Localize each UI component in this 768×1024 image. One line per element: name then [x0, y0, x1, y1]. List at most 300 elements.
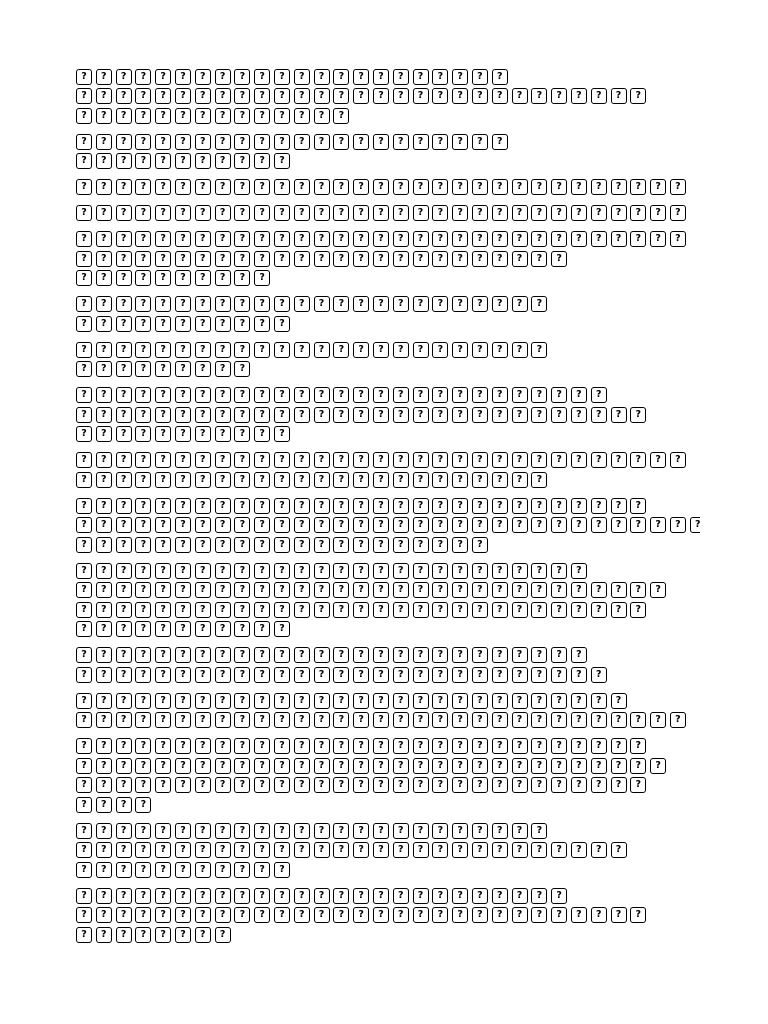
text-line: [76, 425, 700, 445]
missing-glyph-box: ?: [294, 452, 310, 468]
missing-glyph-box: ?: [591, 407, 607, 423]
missing-glyph-box: ?: [571, 602, 587, 618]
missing-glyph-box: ?: [353, 231, 369, 247]
missing-glyph-box: ?: [512, 407, 528, 423]
missing-glyph-box: ?: [512, 517, 528, 533]
missing-glyph-box: ?: [175, 758, 191, 774]
missing-glyph-box: ?: [353, 498, 369, 514]
missing-glyph-box: ?: [650, 712, 666, 728]
missing-glyph-box: ?: [512, 712, 528, 728]
missing-glyph-box: ?: [234, 251, 250, 267]
missing-glyph-box: ?: [96, 797, 112, 813]
missing-glyph-box: ?: [333, 88, 349, 104]
missing-glyph-box: ?: [135, 231, 151, 247]
missing-glyph-box: ?: [195, 361, 211, 377]
missing-glyph-box: ?: [254, 407, 270, 423]
missing-glyph-box: ?: [116, 862, 132, 878]
missing-glyph-box: ?: [175, 498, 191, 514]
missing-glyph-box: ?: [551, 888, 567, 904]
missing-glyph-box: ?: [135, 108, 151, 124]
missing-glyph-box: ?: [413, 842, 429, 858]
missing-glyph-box: ?: [96, 153, 112, 169]
missing-glyph-box: ?: [254, 69, 270, 85]
text-line: [76, 925, 700, 945]
missing-glyph-box: ?: [155, 712, 171, 728]
missing-glyph-box: ?: [314, 537, 330, 553]
missing-glyph-box: ?: [393, 472, 409, 488]
missing-glyph-box: ?: [155, 205, 171, 221]
missing-glyph-box: ?: [393, 179, 409, 195]
missing-glyph-box: ?: [373, 387, 389, 403]
missing-glyph-box: ?: [492, 452, 508, 468]
missing-glyph-box: ?: [195, 647, 211, 663]
missing-glyph-box: ?: [215, 907, 231, 923]
text-line: [76, 87, 700, 107]
missing-glyph-box: ?: [571, 517, 587, 533]
missing-glyph-box: ?: [591, 517, 607, 533]
missing-glyph-box: ?: [116, 108, 132, 124]
missing-glyph-box: ?: [215, 888, 231, 904]
missing-glyph-box: ?: [512, 667, 528, 683]
missing-glyph-box: ?: [215, 602, 231, 618]
missing-glyph-box: ?: [531, 602, 547, 618]
missing-glyph-box: ?: [452, 647, 468, 663]
missing-glyph-box: ?: [413, 888, 429, 904]
missing-glyph-box: ?: [393, 134, 409, 150]
missing-glyph-box: ?: [531, 387, 547, 403]
missing-glyph-box: ?: [314, 134, 330, 150]
missing-glyph-box: ?: [234, 777, 250, 793]
missing-glyph-box: ?: [531, 738, 547, 754]
missing-glyph-box: ?: [432, 537, 448, 553]
missing-glyph-box: ?: [294, 472, 310, 488]
missing-glyph-box: ?: [135, 758, 151, 774]
missing-glyph-box: ?: [393, 296, 409, 312]
missing-glyph-box: ?: [215, 270, 231, 286]
missing-glyph-box: ?: [76, 712, 92, 728]
missing-glyph-box: ?: [76, 205, 92, 221]
missing-glyph-box: ?: [215, 693, 231, 709]
missing-glyph-box: ?: [630, 231, 646, 247]
text-line: [76, 67, 700, 87]
missing-glyph-box: ?: [591, 777, 607, 793]
missing-glyph-box: ?: [413, 693, 429, 709]
missing-glyph-box: ?: [274, 602, 290, 618]
missing-glyph-box: ?: [175, 296, 191, 312]
missing-glyph-box: ?: [472, 823, 488, 839]
missing-glyph-box: ?: [472, 342, 488, 358]
text-line: [76, 561, 700, 581]
missing-glyph-box: ?: [195, 758, 211, 774]
missing-glyph-box: ?: [76, 823, 92, 839]
missing-glyph-box: ?: [175, 621, 191, 637]
missing-glyph-box: ?: [393, 563, 409, 579]
missing-glyph-box: ?: [116, 888, 132, 904]
missing-glyph-box: ?: [175, 361, 191, 377]
missing-glyph-box: ?: [591, 667, 607, 683]
missing-glyph-box: ?: [611, 693, 627, 709]
missing-glyph-box: ?: [452, 407, 468, 423]
missing-glyph-box: ?: [531, 842, 547, 858]
missing-glyph-box: ?: [254, 647, 270, 663]
paragraph: [76, 178, 700, 198]
missing-glyph-box: ?: [175, 342, 191, 358]
missing-glyph-box: ?: [215, 537, 231, 553]
missing-glyph-box: ?: [413, 537, 429, 553]
missing-glyph-box: ?: [234, 407, 250, 423]
missing-glyph-box: ?: [531, 647, 547, 663]
missing-glyph-box: ?: [96, 777, 112, 793]
missing-glyph-box: ?: [492, 251, 508, 267]
missing-glyph-box: ?: [314, 88, 330, 104]
missing-glyph-box: ?: [254, 862, 270, 878]
missing-glyph-box: ?: [452, 712, 468, 728]
missing-glyph-box: ?: [215, 231, 231, 247]
missing-glyph-box: ?: [551, 582, 567, 598]
paragraph: [76, 646, 700, 685]
missing-glyph-box: ?: [254, 342, 270, 358]
missing-glyph-box: ?: [215, 342, 231, 358]
missing-glyph-box: ?: [314, 907, 330, 923]
missing-glyph-box: ?: [314, 342, 330, 358]
missing-glyph-box: ?: [155, 498, 171, 514]
missing-glyph-box: ?: [611, 907, 627, 923]
missing-glyph-box: ?: [492, 888, 508, 904]
missing-glyph-box: ?: [472, 296, 488, 312]
missing-glyph-box: ?: [333, 537, 349, 553]
missing-glyph-box: ?: [452, 693, 468, 709]
missing-glyph-box: ?: [630, 498, 646, 514]
missing-glyph-box: ?: [135, 179, 151, 195]
missing-glyph-box: ?: [393, 231, 409, 247]
missing-glyph-box: ?: [551, 842, 567, 858]
missing-glyph-box: ?: [215, 712, 231, 728]
missing-glyph-box: ?: [116, 342, 132, 358]
missing-glyph-box: ?: [432, 823, 448, 839]
missing-glyph-box: ?: [472, 758, 488, 774]
missing-glyph-box: ?: [155, 888, 171, 904]
missing-glyph-box: ?: [472, 452, 488, 468]
missing-glyph-box: ?: [353, 134, 369, 150]
missing-glyph-box: ?: [76, 498, 92, 514]
missing-glyph-box: ?: [314, 647, 330, 663]
missing-glyph-box: ?: [274, 452, 290, 468]
missing-glyph-box: ?: [591, 758, 607, 774]
missing-glyph-box: ?: [274, 517, 290, 533]
missing-glyph-box: ?: [155, 251, 171, 267]
missing-glyph-box: ?: [353, 907, 369, 923]
missing-glyph-box: ?: [155, 270, 171, 286]
missing-glyph-box: ?: [492, 777, 508, 793]
missing-glyph-box: ?: [611, 407, 627, 423]
missing-glyph-box: ?: [571, 693, 587, 709]
missing-glyph-box: ?: [333, 108, 349, 124]
missing-glyph-box: ?: [135, 602, 151, 618]
missing-glyph-box: ?: [294, 907, 310, 923]
missing-glyph-box: ?: [333, 667, 349, 683]
missing-glyph-box: ?: [234, 205, 250, 221]
missing-glyph-box: ?: [551, 205, 567, 221]
missing-glyph-box: ?: [492, 842, 508, 858]
missing-glyph-box: ?: [373, 452, 389, 468]
missing-glyph-box: ?: [234, 426, 250, 442]
missing-glyph-box: ?: [234, 179, 250, 195]
missing-glyph-box: ?: [373, 823, 389, 839]
missing-glyph-box: ?: [195, 667, 211, 683]
missing-glyph-box: ?: [215, 582, 231, 598]
missing-glyph-box: ?: [353, 738, 369, 754]
missing-glyph-box: ?: [135, 777, 151, 793]
missing-glyph-box: ?: [551, 712, 567, 728]
missing-glyph-box: ?: [611, 758, 627, 774]
missing-glyph-box: ?: [135, 88, 151, 104]
missing-glyph-box: ?: [135, 251, 151, 267]
missing-glyph-box: ?: [413, 88, 429, 104]
missing-glyph-box: ?: [96, 647, 112, 663]
text-line: [76, 906, 700, 926]
missing-glyph-box: ?: [472, 205, 488, 221]
missing-glyph-box: ?: [314, 582, 330, 598]
missing-glyph-box: ?: [512, 907, 528, 923]
missing-glyph-box: ?: [670, 231, 686, 247]
missing-glyph-box: ?: [116, 647, 132, 663]
missing-glyph-box: ?: [195, 270, 211, 286]
missing-glyph-box: ?: [492, 693, 508, 709]
missing-glyph-box: ?: [76, 777, 92, 793]
missing-glyph-box: ?: [234, 537, 250, 553]
missing-glyph-box: ?: [512, 823, 528, 839]
missing-glyph-box: ?: [531, 251, 547, 267]
missing-glyph-box: ?: [472, 407, 488, 423]
missing-glyph-box: ?: [393, 842, 409, 858]
missing-glyph-box: ?: [234, 888, 250, 904]
missing-glyph-box: ?: [353, 758, 369, 774]
text-line: [76, 314, 700, 334]
missing-glyph-box: ?: [492, 712, 508, 728]
missing-glyph-box: ?: [215, 108, 231, 124]
missing-glyph-box: ?: [274, 342, 290, 358]
missing-glyph-box: ?: [393, 498, 409, 514]
missing-glyph-box: ?: [195, 342, 211, 358]
missing-glyph-box: ?: [96, 621, 112, 637]
missing-glyph-box: ?: [116, 498, 132, 514]
missing-glyph-box: ?: [512, 342, 528, 358]
missing-glyph-box: ?: [294, 823, 310, 839]
missing-glyph-box: ?: [452, 498, 468, 514]
missing-glyph-box: ?: [96, 387, 112, 403]
missing-glyph-box: ?: [512, 498, 528, 514]
missing-glyph-box: ?: [630, 407, 646, 423]
missing-glyph-box: ?: [234, 823, 250, 839]
missing-glyph-box: ?: [551, 517, 567, 533]
missing-glyph-box: ?: [155, 316, 171, 332]
missing-glyph-box: ?: [76, 537, 92, 553]
missing-glyph-box: ?: [254, 251, 270, 267]
missing-glyph-box: ?: [155, 88, 171, 104]
missing-glyph-box: ?: [413, 738, 429, 754]
missing-glyph-box: ?: [333, 888, 349, 904]
missing-glyph-box: ?: [96, 498, 112, 514]
missing-glyph-box: ?: [373, 693, 389, 709]
missing-glyph-box: ?: [195, 426, 211, 442]
missing-glyph-box: ?: [234, 296, 250, 312]
missing-glyph-box: ?: [690, 517, 700, 533]
missing-glyph-box: ?: [116, 88, 132, 104]
missing-glyph-box: ?: [96, 108, 112, 124]
missing-glyph-box: ?: [630, 907, 646, 923]
missing-glyph-box: ?: [551, 231, 567, 247]
missing-glyph-box: ?: [432, 205, 448, 221]
missing-glyph-box: ?: [432, 888, 448, 904]
missing-glyph-box: ?: [333, 647, 349, 663]
missing-glyph-box: ?: [373, 517, 389, 533]
missing-glyph-box: ?: [175, 907, 191, 923]
missing-glyph-box: ?: [432, 88, 448, 104]
missing-glyph-box: ?: [472, 537, 488, 553]
missing-glyph-box: ?: [294, 712, 310, 728]
missing-glyph-box: ?: [215, 407, 231, 423]
missing-glyph-box: ?: [413, 667, 429, 683]
missing-glyph-box: ?: [155, 517, 171, 533]
missing-glyph-box: ?: [195, 134, 211, 150]
missing-glyph-box: ?: [314, 777, 330, 793]
missing-glyph-box: ?: [591, 738, 607, 754]
missing-glyph-box: ?: [155, 108, 171, 124]
missing-glyph-box: ?: [254, 426, 270, 442]
missing-glyph-box: ?: [551, 647, 567, 663]
missing-glyph-box: ?: [630, 517, 646, 533]
missing-glyph-box: ?: [373, 842, 389, 858]
missing-glyph-box: ?: [254, 777, 270, 793]
missing-glyph-box: ?: [215, 758, 231, 774]
missing-glyph-box: ?: [274, 153, 290, 169]
missing-glyph-box: ?: [413, 758, 429, 774]
missing-glyph-box: ?: [492, 296, 508, 312]
missing-glyph-box: ?: [234, 602, 250, 618]
missing-glyph-box: ?: [650, 582, 666, 598]
text-line: [76, 737, 700, 757]
missing-glyph-box: ?: [314, 179, 330, 195]
missing-glyph-box: ?: [294, 602, 310, 618]
missing-glyph-box: ?: [116, 777, 132, 793]
missing-glyph-box: ?: [215, 823, 231, 839]
missing-glyph-box: ?: [294, 387, 310, 403]
missing-glyph-box: ?: [333, 231, 349, 247]
missing-glyph-box: ?: [116, 251, 132, 267]
missing-glyph-box: ?: [254, 907, 270, 923]
missing-glyph-box: ?: [393, 758, 409, 774]
missing-glyph-box: ?: [551, 88, 567, 104]
missing-glyph-box: ?: [274, 693, 290, 709]
missing-glyph-box: ?: [333, 498, 349, 514]
missing-glyph-box: ?: [155, 361, 171, 377]
paragraph: [76, 496, 700, 555]
missing-glyph-box: ?: [472, 738, 488, 754]
missing-glyph-box: ?: [175, 823, 191, 839]
missing-glyph-box: ?: [135, 69, 151, 85]
missing-glyph-box: ?: [234, 498, 250, 514]
paragraph: [76, 204, 700, 224]
text-line: [76, 516, 700, 536]
missing-glyph-box: ?: [294, 667, 310, 683]
missing-glyph-box: ?: [254, 296, 270, 312]
missing-glyph-box: ?: [452, 777, 468, 793]
missing-glyph-box: ?: [591, 693, 607, 709]
missing-glyph-box: ?: [76, 667, 92, 683]
missing-glyph-box: ?: [294, 647, 310, 663]
missing-glyph-box: ?: [472, 251, 488, 267]
missing-glyph-box: ?: [96, 134, 112, 150]
missing-glyph-box: ?: [432, 452, 448, 468]
missing-glyph-box: ?: [234, 842, 250, 858]
missing-glyph-box: ?: [472, 693, 488, 709]
missing-glyph-box: ?: [274, 316, 290, 332]
missing-glyph-box: ?: [630, 738, 646, 754]
missing-glyph-box: ?: [76, 361, 92, 377]
missing-glyph-box: ?: [254, 758, 270, 774]
missing-glyph-box: ?: [76, 251, 92, 267]
missing-glyph-box: ?: [294, 251, 310, 267]
missing-glyph-box: ?: [512, 842, 528, 858]
missing-glyph-box: ?: [76, 316, 92, 332]
missing-glyph-box: ?: [373, 888, 389, 904]
missing-glyph-box: ?: [96, 88, 112, 104]
missing-glyph-box: ?: [373, 296, 389, 312]
missing-glyph-box: ?: [274, 777, 290, 793]
missing-glyph-box: ?: [116, 387, 132, 403]
missing-glyph-box: ?: [492, 342, 508, 358]
missing-glyph-box: ?: [195, 153, 211, 169]
missing-glyph-box: ?: [452, 602, 468, 618]
missing-glyph-box: ?: [472, 231, 488, 247]
missing-glyph-box: ?: [314, 498, 330, 514]
missing-glyph-box: ?: [274, 712, 290, 728]
missing-glyph-box: ?: [96, 862, 112, 878]
missing-glyph-box: ?: [135, 517, 151, 533]
missing-glyph-box: ?: [116, 582, 132, 598]
missing-glyph-box: ?: [215, 842, 231, 858]
text-line: [76, 776, 700, 796]
missing-glyph-box: ?: [294, 537, 310, 553]
missing-glyph-box: ?: [571, 647, 587, 663]
missing-glyph-box: ?: [314, 888, 330, 904]
missing-glyph-box: ?: [611, 712, 627, 728]
missing-glyph-box: ?: [432, 712, 448, 728]
missing-glyph-box: ?: [135, 563, 151, 579]
missing-glyph-box: ?: [333, 563, 349, 579]
missing-glyph-box: ?: [274, 472, 290, 488]
missing-glyph-box: ?: [76, 621, 92, 637]
missing-glyph-box: ?: [531, 296, 547, 312]
missing-glyph-box: ?: [175, 88, 191, 104]
missing-glyph-box: ?: [630, 452, 646, 468]
missing-glyph-box: ?: [551, 387, 567, 403]
missing-glyph-box: ?: [254, 88, 270, 104]
missing-glyph-box: ?: [116, 602, 132, 618]
text-line: [76, 204, 700, 224]
missing-glyph-box: ?: [96, 517, 112, 533]
missing-glyph-box: ?: [373, 582, 389, 598]
text-line: [76, 152, 700, 172]
missing-glyph-box: ?: [76, 231, 92, 247]
missing-glyph-box: ?: [175, 452, 191, 468]
missing-glyph-box: ?: [274, 134, 290, 150]
missing-glyph-box: ?: [393, 452, 409, 468]
missing-glyph-box: ?: [116, 361, 132, 377]
missing-glyph-box: ?: [373, 777, 389, 793]
missing-glyph-box: ?: [472, 647, 488, 663]
missing-glyph-box: ?: [432, 387, 448, 403]
